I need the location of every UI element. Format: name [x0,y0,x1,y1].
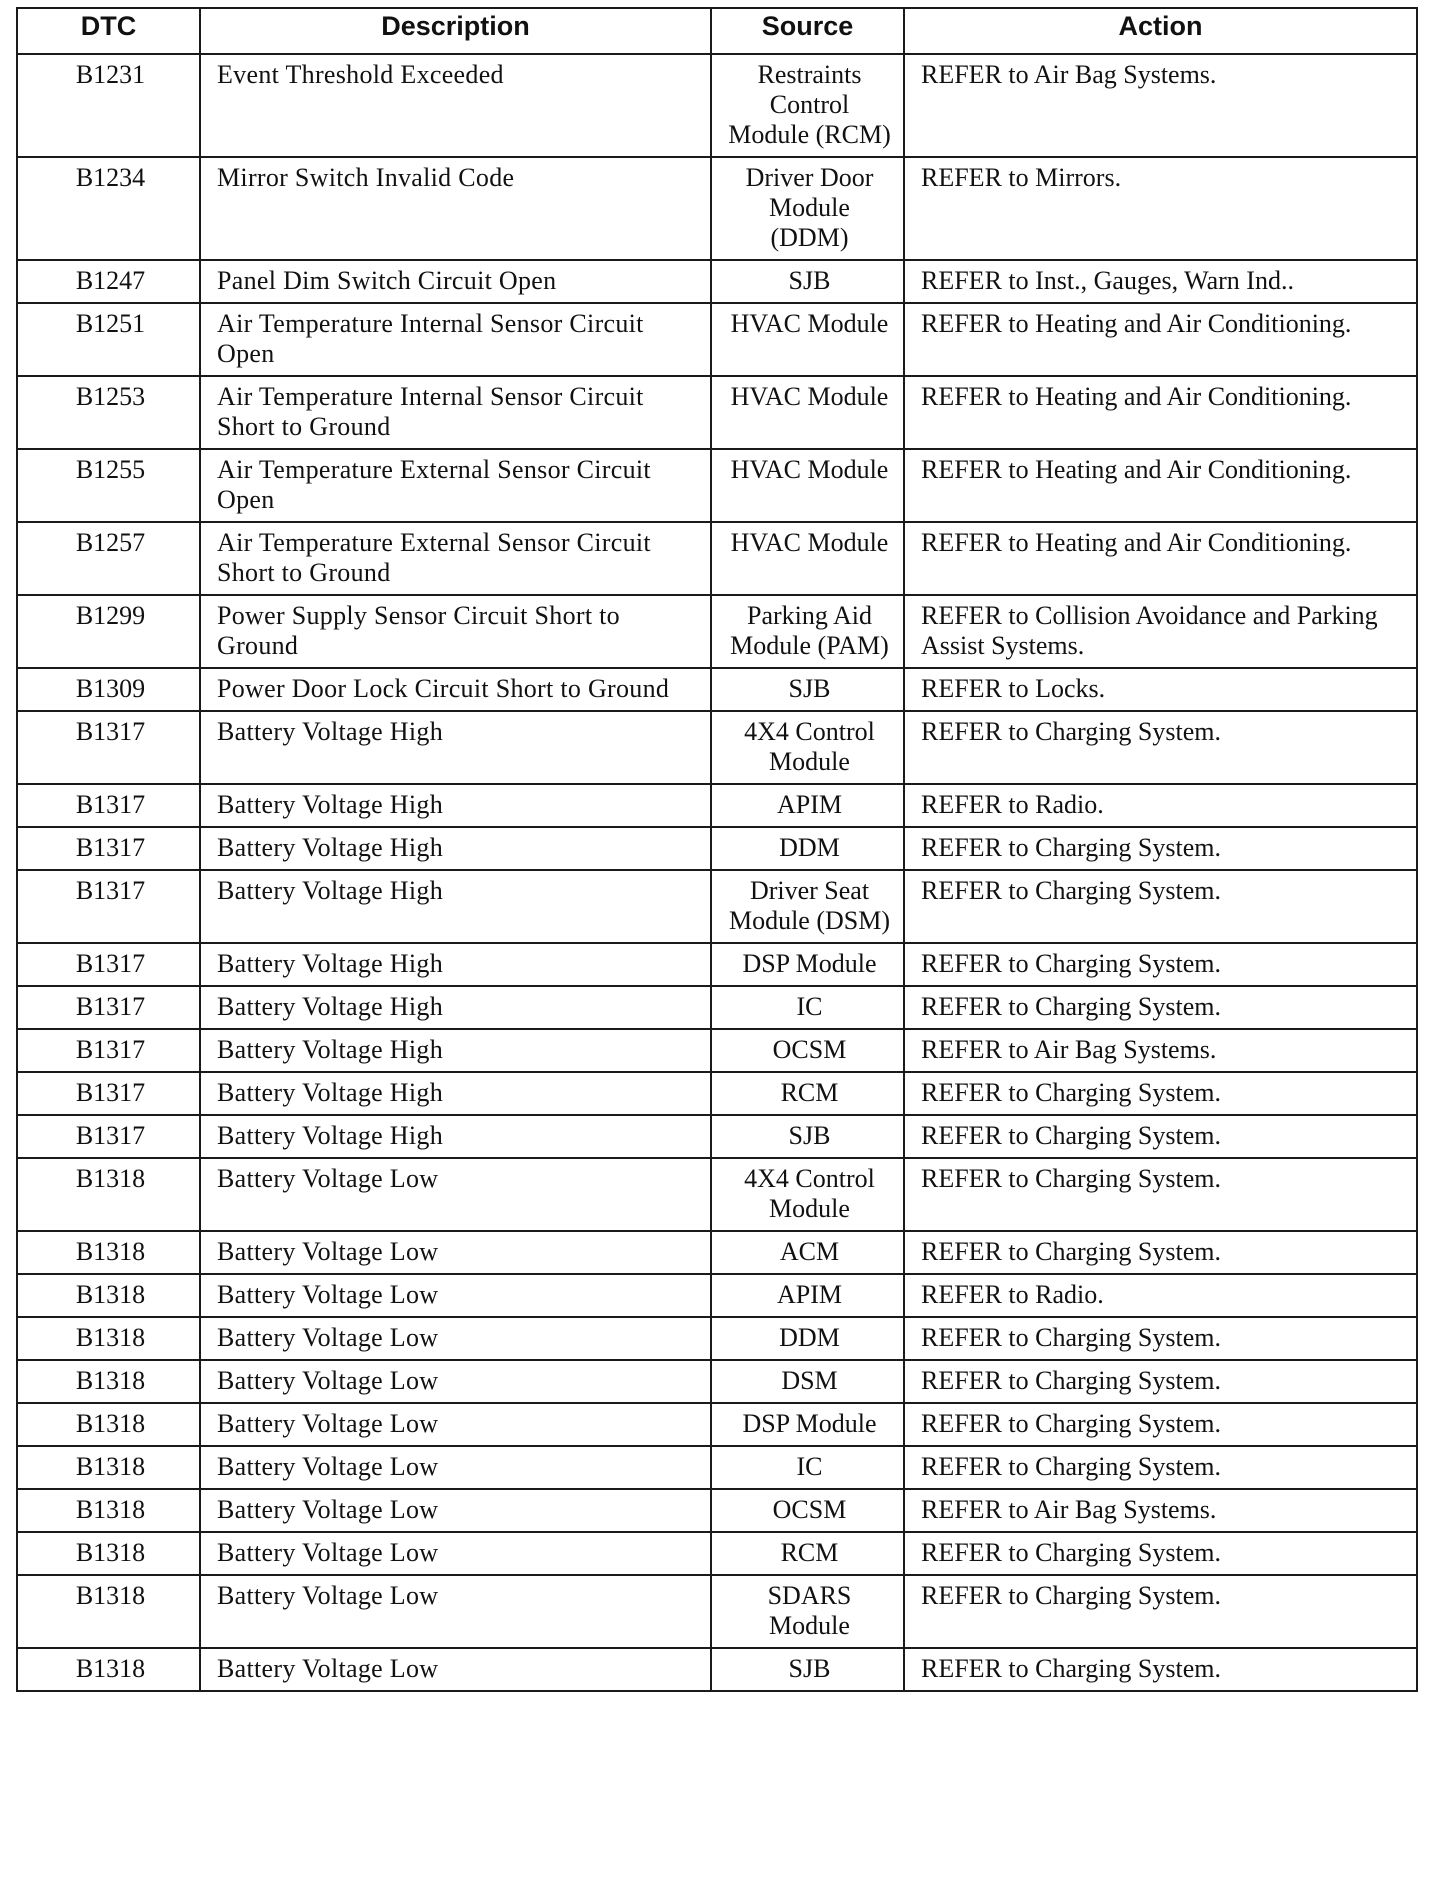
header-action: Action [904,8,1417,54]
source-cell: HVAC Module [711,522,904,595]
table-row [17,1317,1417,1360]
source-cell: Driver Door Module (DDM) [711,157,904,260]
source-cell: OCSM [711,1489,904,1532]
action-cell: REFER to Heating and Air Conditioning. [904,303,1417,376]
description-cell: Battery Voltage High [200,1029,711,1072]
action-cell: REFER to Air Bag Systems. [904,54,1417,157]
source-cell: HVAC Module [711,449,904,522]
description-cell: Battery Voltage Low [200,1489,711,1532]
table-row [17,1532,1417,1575]
source-cell: RCM [711,1532,904,1575]
source-cell: DSM [711,1360,904,1403]
table-row [17,376,1417,449]
description-cell: Panel Dim Switch Circuit Open [200,260,711,303]
description-cell: Battery Voltage Low [200,1648,711,1691]
dtc-cell: B1318 [17,1489,200,1532]
action-cell: REFER to Radio. [904,1274,1417,1317]
action-cell: REFER to Charging System. [904,1403,1417,1446]
action-cell: REFER to Inst., Gauges, Warn Ind.. [904,260,1417,303]
action-cell: REFER to Radio. [904,784,1417,827]
dtc-cell: B1318 [17,1274,200,1317]
table-row [17,784,1417,827]
source-cell: DSP Module [711,1403,904,1446]
description-cell: Battery Voltage High [200,711,711,784]
dtc-cell: B1247 [17,260,200,303]
table-row [17,260,1417,303]
source-cell: SDARS Module [711,1575,904,1648]
dtc-cell: B1318 [17,1158,200,1231]
dtc-cell: B1318 [17,1446,200,1489]
source-cell: Parking Aid Module (PAM) [711,595,904,668]
dtc-table [16,7,1418,1692]
action-cell: REFER to Charging System. [904,827,1417,870]
source-cell: Driver Seat Module (DSM) [711,870,904,943]
table-row [17,522,1417,595]
dtc-cell: B1318 [17,1360,200,1403]
dtc-cell: B1317 [17,711,200,784]
dtc-cell: B1318 [17,1317,200,1360]
action-cell: REFER to Heating and Air Conditioning. [904,449,1417,522]
dtc-cell: B1318 [17,1231,200,1274]
dtc-cell: B1317 [17,943,200,986]
table-row [17,595,1417,668]
action-cell: REFER to Charging System. [904,1231,1417,1274]
source-cell: DDM [711,827,904,870]
table-row [17,1360,1417,1403]
description-cell: Battery Voltage High [200,943,711,986]
description-cell: Air Temperature Internal Sensor Circuit Short to Ground [200,376,711,449]
action-cell: REFER to Charging System. [904,1158,1417,1231]
source-cell: OCSM [711,1029,904,1072]
dtc-cell: B1234 [17,157,200,260]
header-dtc: DTC [17,8,200,54]
source-cell: APIM [711,1274,904,1317]
table-row [17,1648,1417,1691]
source-cell: APIM [711,784,904,827]
table-row [17,668,1417,711]
description-cell: Battery Voltage Low [200,1274,711,1317]
header-description: Description [200,8,711,54]
table-row [17,870,1417,943]
dtc-cell: B1309 [17,668,200,711]
action-cell: REFER to Charging System. [904,1648,1417,1691]
action-cell: REFER to Charging System. [904,1575,1417,1648]
description-cell: Power Supply Sensor Circuit Short to Ground [200,595,711,668]
dtc-cell: B1318 [17,1575,200,1648]
table-row [17,449,1417,522]
dtc-cell: B1317 [17,827,200,870]
description-cell: Mirror Switch Invalid Code [200,157,711,260]
description-cell: Battery Voltage Low [200,1532,711,1575]
source-cell: DDM [711,1317,904,1360]
description-cell: Battery Voltage High [200,1115,711,1158]
dtc-cell: B1253 [17,376,200,449]
dtc-cell: B1257 [17,522,200,595]
dtc-cell: B1317 [17,1029,200,1072]
source-cell: Restraints Control Module (RCM) [711,54,904,157]
table-header [17,8,1417,54]
dtc-cell: B1318 [17,1648,200,1691]
dtc-cell: B1317 [17,1072,200,1115]
table-row [17,1274,1417,1317]
source-cell: SJB [711,260,904,303]
dtc-cell: B1318 [17,1403,200,1446]
source-cell: 4X4 Control Module [711,1158,904,1231]
action-cell: REFER to Charging System. [904,870,1417,943]
action-cell: REFER to Charging System. [904,1360,1417,1403]
description-cell: Event Threshold Exceeded [200,54,711,157]
table-row [17,1446,1417,1489]
table-row [17,1575,1417,1648]
action-cell: REFER to Charging System. [904,1317,1417,1360]
dtc-cell: B1317 [17,986,200,1029]
table-row [17,1072,1417,1115]
description-cell: Battery Voltage High [200,1072,711,1115]
table-row [17,1489,1417,1532]
action-cell: REFER to Charging System. [904,1072,1417,1115]
action-cell: REFER to Charging System. [904,1532,1417,1575]
dtc-cell: B1231 [17,54,200,157]
header-source: Source [711,8,904,54]
action-cell: REFER to Locks. [904,668,1417,711]
description-cell: Battery Voltage Low [200,1446,711,1489]
description-cell: Battery Voltage High [200,784,711,827]
table-row [17,827,1417,870]
description-cell: Battery Voltage Low [200,1403,711,1446]
dtc-cell: B1317 [17,870,200,943]
action-cell: REFER to Collision Avoidance and Parking Assist Systems. [904,595,1417,668]
source-cell: RCM [711,1072,904,1115]
action-cell: REFER to Charging System. [904,943,1417,986]
action-cell: REFER to Heating and Air Conditioning. [904,376,1417,449]
dtc-cell: B1317 [17,1115,200,1158]
action-cell: REFER to Air Bag Systems. [904,1029,1417,1072]
table-row [17,157,1417,260]
dtc-cell: B1299 [17,595,200,668]
description-cell: Battery Voltage High [200,986,711,1029]
description-cell: Battery Voltage High [200,870,711,943]
source-cell: ACM [711,1231,904,1274]
table-body [17,54,1417,1691]
table-row [17,986,1417,1029]
description-cell: Battery Voltage Low [200,1317,711,1360]
table-row [17,303,1417,376]
description-cell: Battery Voltage High [200,827,711,870]
description-cell: Air Temperature External Sensor Circuit Open [200,449,711,522]
description-cell: Battery Voltage Low [200,1158,711,1231]
source-cell: SJB [711,1648,904,1691]
table-row [17,1115,1417,1158]
dtc-cell: B1251 [17,303,200,376]
header-row [17,8,1417,54]
source-cell: IC [711,986,904,1029]
action-cell: REFER to Charging System. [904,1446,1417,1489]
source-cell: DSP Module [711,943,904,986]
description-cell: Air Temperature Internal Sensor Circuit Open [200,303,711,376]
action-cell: REFER to Heating and Air Conditioning. [904,522,1417,595]
source-cell: SJB [711,668,904,711]
table-row [17,1029,1417,1072]
description-cell: Battery Voltage Low [200,1575,711,1648]
dtc-cell: B1255 [17,449,200,522]
action-cell: REFER to Charging System. [904,986,1417,1029]
action-cell: REFER to Air Bag Systems. [904,1489,1417,1532]
description-cell: Battery Voltage Low [200,1231,711,1274]
dtc-cell: B1317 [17,784,200,827]
table-row [17,943,1417,986]
source-cell: HVAC Module [711,376,904,449]
action-cell: REFER to Charging System. [904,711,1417,784]
source-cell: SJB [711,1115,904,1158]
action-cell: REFER to Charging System. [904,1115,1417,1158]
table-row [17,1158,1417,1231]
table-row [17,1403,1417,1446]
description-cell: Air Temperature External Sensor Circuit Short to Ground [200,522,711,595]
source-cell: HVAC Module [711,303,904,376]
table-row [17,711,1417,784]
table-row [17,1231,1417,1274]
table-row [17,54,1417,157]
source-cell: 4X4 Control Module [711,711,904,784]
source-cell: IC [711,1446,904,1489]
description-cell: Battery Voltage Low [200,1360,711,1403]
dtc-cell: B1318 [17,1532,200,1575]
description-cell: Power Door Lock Circuit Short to Ground [200,668,711,711]
action-cell: REFER to Mirrors. [904,157,1417,260]
